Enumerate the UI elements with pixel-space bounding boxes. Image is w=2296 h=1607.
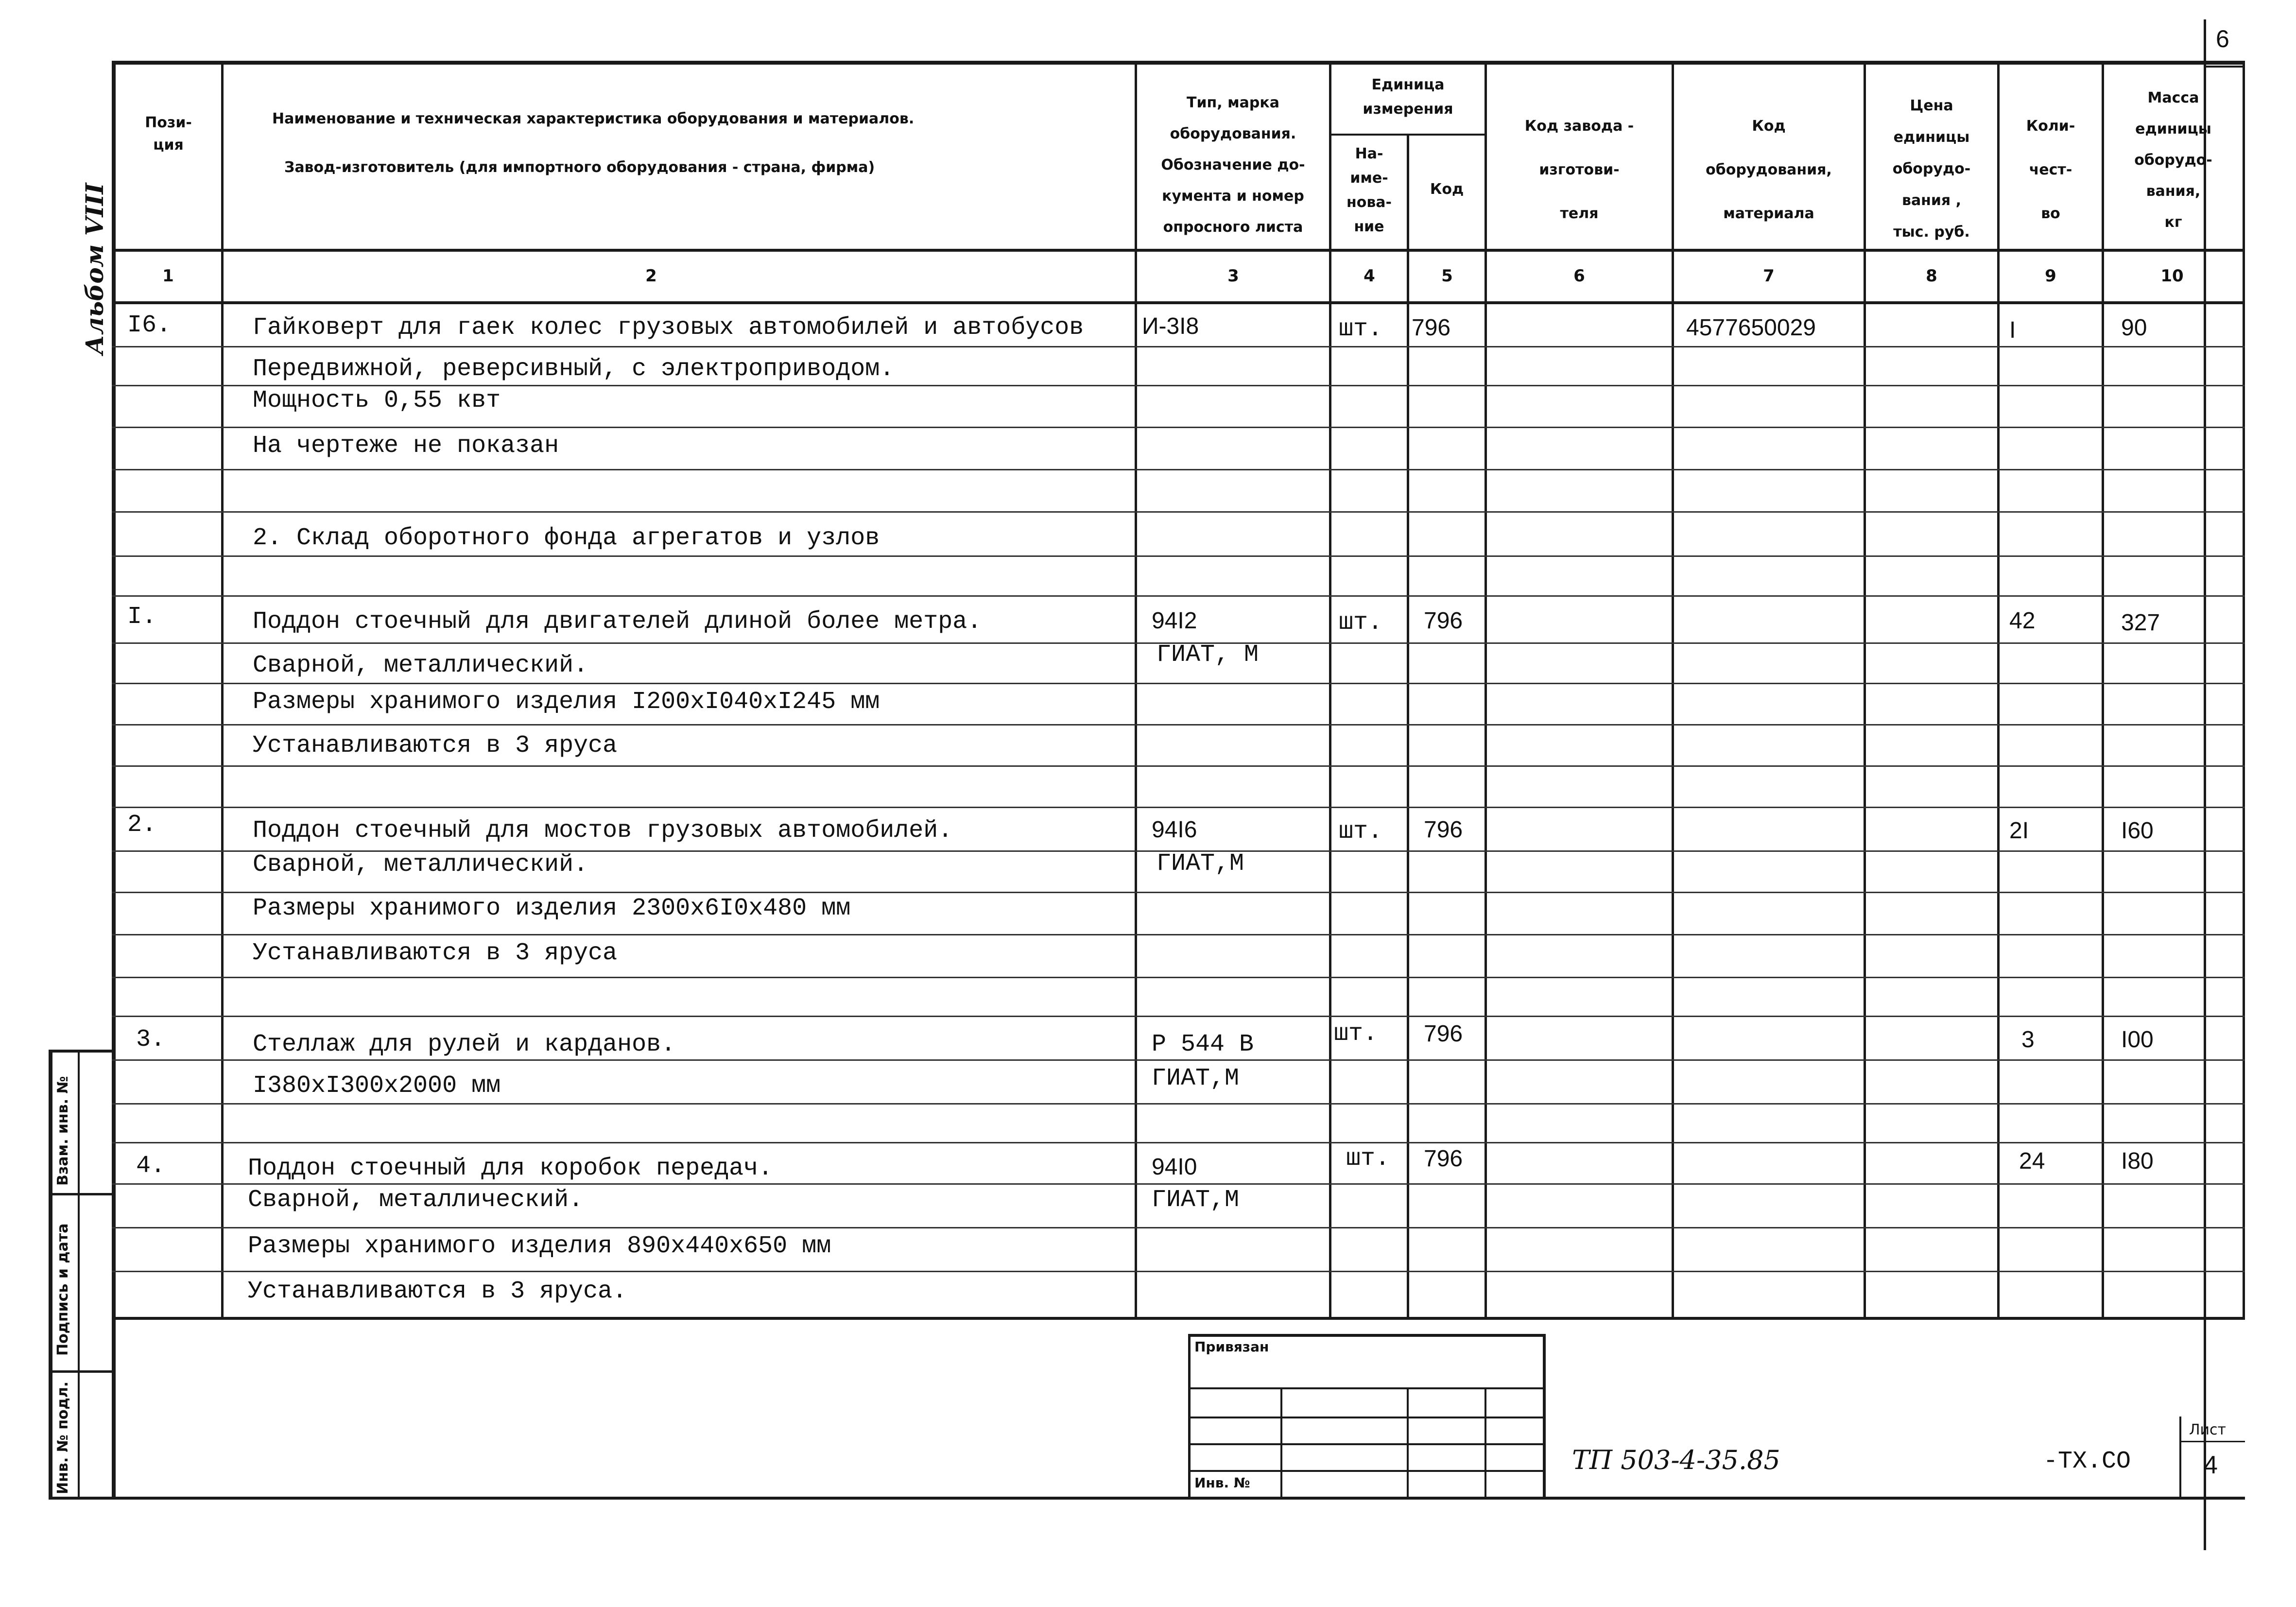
row-quantity: 42	[2009, 608, 2036, 634]
row-quantity: 3	[2021, 1027, 2035, 1053]
row-quantity: I	[2009, 317, 2016, 343]
header-name-line2: Завод-изготовитель (для импортного оборудования - страна, фирма)	[284, 159, 875, 176]
row-name: На чертеже не показан	[253, 432, 559, 460]
row-name: Сварной, металлический.	[248, 1186, 584, 1214]
col-num-8: 8	[1926, 266, 1937, 286]
row-name: Размеры хранимого изделия 2300x6I0x480 мм	[253, 895, 851, 922]
row-unit: шт.	[1339, 609, 1383, 637]
col-num-1: 1	[162, 266, 174, 286]
row-name: Размеры хранимого изделия 890x440x650 мм	[248, 1232, 831, 1260]
row-name: Устанавливаются в 3 яруса	[253, 732, 618, 760]
col-num-9: 9	[2045, 266, 2056, 286]
header-unit-group: Единица измерения	[1363, 76, 1453, 118]
header-mass: Масса единицы оборудо- вания, кг	[2134, 89, 2212, 231]
row-name: Сварной, металлический.	[253, 851, 588, 879]
col-num-3: 3	[1227, 266, 1239, 286]
row-name: Сварной, металлический.	[253, 652, 588, 679]
document-number: ТП 503-4-35.85	[1572, 1445, 1780, 1475]
side-label-original-inv: Инв. № подл.	[54, 1381, 71, 1494]
stamp-bound-label: Привязан	[1194, 1339, 1269, 1355]
row-type: ГИАТ,М	[1157, 850, 1244, 878]
row-unit: шт.	[1339, 818, 1383, 846]
row-name: Поддон стоечный для мостов грузовых автомобилей.	[253, 817, 953, 845]
album-label: Альбом VIII	[80, 183, 109, 355]
row-type: 94I2	[1152, 608, 1197, 634]
stamp-inv-label: Инв. №	[1194, 1475, 1250, 1491]
row-type: 94I6	[1152, 817, 1197, 843]
row-position: 3.	[136, 1026, 166, 1054]
row-quantity: 24	[2019, 1148, 2045, 1174]
row-position: I.	[127, 603, 157, 631]
row-type: ГИАТ,М	[1152, 1186, 1240, 1214]
col-num-7: 7	[1763, 266, 1775, 286]
row-name: 2. Склад оборотного фонда агрегатов и узлов	[253, 524, 880, 552]
row-quantity: 2I	[2009, 818, 2029, 844]
row-unit-code: 796	[1424, 608, 1463, 634]
row-unit: шт.	[1334, 1020, 1378, 1048]
row-name: Поддон стоечный для коробок передач.	[248, 1155, 773, 1182]
row-type: И-3I8	[1142, 313, 1199, 339]
row-mass: 90	[2121, 315, 2147, 341]
row-unit: шт.	[1339, 315, 1383, 343]
sheet-label: Лист	[2189, 1421, 2227, 1438]
row-position: I6.	[127, 311, 172, 339]
document-suffix: -ТХ.СО	[2043, 1448, 2131, 1475]
row-position: 2.	[127, 811, 157, 839]
header-unit-code: Код	[1430, 181, 1464, 198]
row-name: Размеры хранимого изделия I200xI040xI245 мм	[253, 688, 880, 716]
col-num-2: 2	[645, 266, 657, 286]
row-mass: I00	[2121, 1027, 2154, 1053]
col-num-4: 4	[1364, 266, 1375, 286]
row-name: Передвижной, реверсивный, с электроприводом.	[253, 355, 895, 383]
row-name: Стеллаж для рулей и карданов.	[253, 1031, 676, 1058]
sheet-number: 4	[2204, 1451, 2218, 1479]
col-num-6: 6	[1573, 266, 1585, 286]
row-mass: I60	[2121, 818, 2154, 844]
row-name: Гайковерт для гаек колес грузовых автомобилей и автобусов	[253, 314, 1084, 342]
row-type: ГИАТ,М	[1152, 1065, 1240, 1092]
header-name-line1: Наименование и техническая характеристика оборудования и материалов.	[272, 110, 915, 127]
row-name: I380xI300x2000 мм	[253, 1072, 501, 1100]
header-price: Цена единицы оборудо- вания , тыс. руб.	[1892, 97, 1971, 241]
row-type: ГИАТ, М	[1157, 641, 1259, 669]
row-name: Устанавливаются в 3 яруса.	[248, 1278, 627, 1305]
header-type: Тип, марка оборудования. Обозначение до- кумента и номер опросного листа	[1161, 94, 1305, 236]
row-unit: шт.	[1346, 1145, 1390, 1173]
header-quantity: Коли- чест- во	[2026, 118, 2075, 222]
row-type: 94I0	[1152, 1154, 1197, 1180]
row-name: Мощность 0,55 квт	[253, 387, 501, 415]
side-label-signature-date: Подпись и дата	[54, 1223, 71, 1356]
row-mass: I80	[2121, 1148, 2154, 1174]
col-num-5: 5	[1441, 266, 1453, 286]
header-position: Пози- ция	[145, 114, 192, 154]
row-unit-code: 796	[1424, 1021, 1463, 1047]
row-unit-code: 796	[1424, 817, 1463, 843]
row-name: Устанавливаются в 3 яруса	[253, 939, 618, 967]
row-equipment-code: 4577650029	[1686, 315, 1816, 341]
row-mass: 327	[2121, 610, 2160, 636]
header-unit-name: На- име- нова- ние	[1346, 145, 1392, 235]
row-unit-code: 796	[1424, 1146, 1463, 1172]
header-equipment-code: Код оборудования, материала	[1706, 118, 1832, 222]
row-type: Р 544 В	[1152, 1031, 1254, 1058]
row-name: Поддон стоечный для двигателей длиной более метра.	[253, 608, 982, 636]
row-position: 4.	[136, 1152, 166, 1180]
col-num-10: 10	[2160, 266, 2184, 286]
side-label-replaced-inv: Взам. инв. №	[54, 1076, 71, 1186]
page-number: 6	[2216, 25, 2229, 52]
row-unit-code: 796	[1412, 315, 1451, 341]
header-plant-code: Код завода - изготови- теля	[1524, 118, 1634, 222]
